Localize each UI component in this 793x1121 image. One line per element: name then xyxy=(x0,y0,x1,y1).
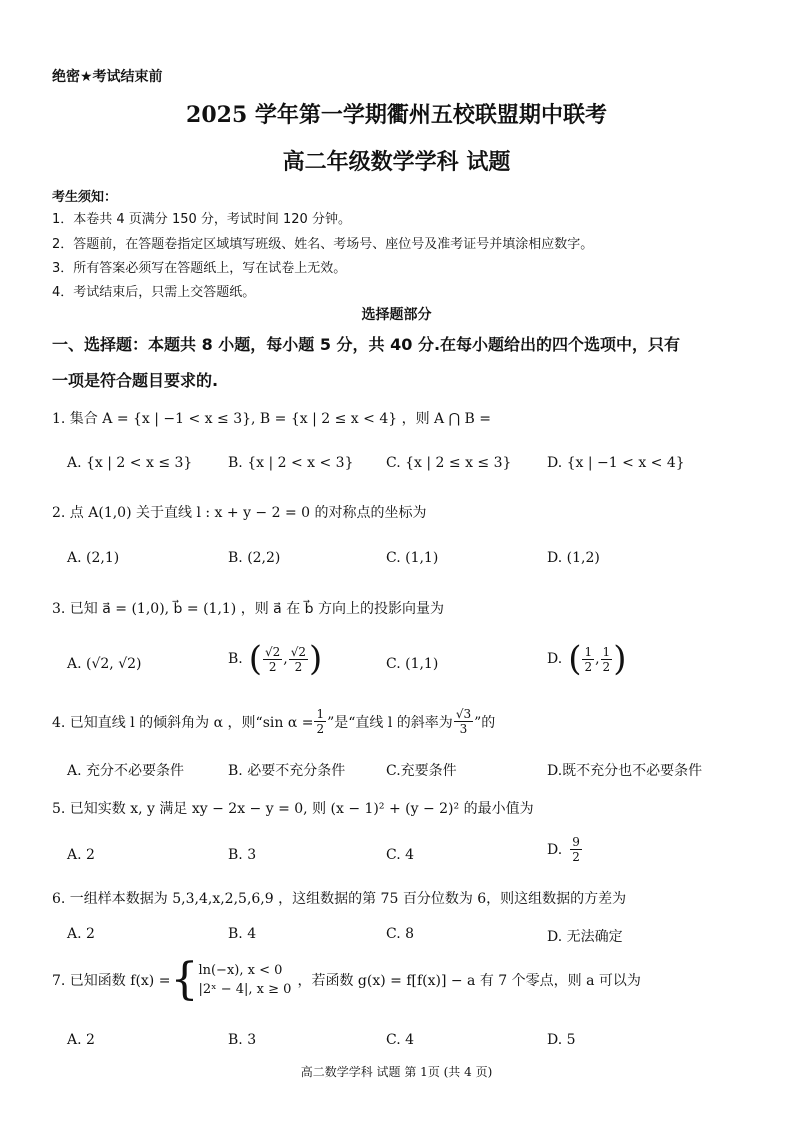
q7-option-b: B. 3 xyxy=(228,1032,257,1048)
paren-open: ( xyxy=(568,639,582,679)
notice-item: 1．本卷共 4 页满分 150 分，考试时间 120 分钟。 xyxy=(52,212,351,227)
paren-close: ) xyxy=(309,639,323,679)
q5-option-d xyxy=(547,836,583,863)
notice-item: 2．答题前，在答题卷指定区域填写班级、姓名、考场号、座位号及准考证号并填涂相应数字。 xyxy=(52,237,594,252)
q4-stem-mid: ”是“直线 l 的斜率为 xyxy=(327,714,453,731)
brace: { xyxy=(170,954,199,1005)
denominator: 2 xyxy=(572,850,580,864)
q2-option-a: A. (2,1) xyxy=(67,550,120,566)
fraction xyxy=(601,646,613,673)
question-6-stem: 6. 一组样本数据为 5,3,4,x,2,5,6,9 ，这组数据的第 75 百分位数为 6，则这组数据的方差为 xyxy=(52,891,627,907)
numerator: 1 xyxy=(316,707,325,721)
question-2-stem: 2. 点 A(1,0) 关于直线 l : x + y − 2 = 0 的对称点的坐标为 xyxy=(52,505,427,521)
denominator: 3 xyxy=(459,722,468,736)
option-label: B. xyxy=(228,651,243,667)
q4-stem-post: ”的 xyxy=(474,714,496,731)
q5-option-a: A. 2 xyxy=(67,847,95,863)
q3-option-c: C. (1,1) xyxy=(386,656,439,672)
question-3-stem: 3. 已知 a⃗ = (1,0), b⃗ = (1,1) ，则 a⃗ 在 b⃗ 方向上的投影向量为 xyxy=(52,601,444,617)
q3-option-a: A. (√2, √2) xyxy=(67,656,142,672)
q2-option-c: C. (1,1) xyxy=(386,550,439,566)
question-1-stem: 1. 集合 A = {x | −1 < x ≤ 3}, B = {x | 2 ≤ x < 4} ，则 A ⋂ B = xyxy=(52,411,492,427)
q5-option-b: B. 3 xyxy=(228,847,257,863)
q2-option-d: D. (1,2) xyxy=(547,550,600,566)
notice-item: 3．所有答案必须写在答题纸上，写在试卷上无效。 xyxy=(52,261,347,276)
q4-option-a: A. 充分不必要条件 xyxy=(67,763,185,779)
option-label: D. xyxy=(547,651,563,667)
q6-option-d: D. 无法确定 xyxy=(547,929,623,945)
comma: , xyxy=(595,651,600,667)
q6-option-a: A. 2 xyxy=(67,926,95,942)
q3-option-d xyxy=(547,639,627,679)
q5-option-c: C. 4 xyxy=(386,847,415,863)
denominator: 2 xyxy=(316,722,325,736)
fraction xyxy=(582,646,594,673)
page-footer: 高二数学学科 试题 第 1页 (共 4 页) xyxy=(300,1065,493,1079)
confidential-label: 绝密★考试结束前 xyxy=(52,69,163,85)
cases xyxy=(198,961,291,1000)
denominator: 2 xyxy=(584,659,593,674)
q7-option-a: A. 2 xyxy=(67,1032,95,1048)
fraction xyxy=(454,708,473,735)
comma: , xyxy=(283,651,288,667)
numerator: √2 xyxy=(290,644,307,659)
question-5-stem: 5. 已知实数 x, y 满足 xy − 2x − y = 0, 则 (x − 1)² + (y − 2)² 的最小值为 xyxy=(52,801,534,817)
numerator: √3 xyxy=(455,707,472,721)
option-label: D. xyxy=(547,841,563,858)
case-2: |2ˣ − 4|, x ≥ 0 xyxy=(198,982,292,997)
q1-option-d: D. {x | −1 < x < 4} xyxy=(547,455,685,471)
exam-title: 2025 学年第一学期衢州五校联盟期中联考 xyxy=(186,102,607,128)
fraction xyxy=(570,836,582,863)
paren-close: ) xyxy=(613,639,627,679)
denominator: 2 xyxy=(294,659,303,674)
q6-option-c: C. 8 xyxy=(386,926,415,942)
part-title: 选择题部分 xyxy=(361,307,432,323)
denominator: 2 xyxy=(602,659,611,674)
q7-option-d: D. 5 xyxy=(547,1032,576,1048)
q3-option-b xyxy=(228,639,323,679)
fraction xyxy=(289,646,308,673)
q7-option-c: C. 4 xyxy=(386,1032,415,1048)
q6-option-b: B. 4 xyxy=(228,926,257,942)
question-7-stem xyxy=(52,954,641,1005)
q7-stem-post: ，若函数 g(x) = f[f(x)] − a 有 7 个零点，则 a 可以为 xyxy=(297,973,641,989)
numerator: 1 xyxy=(602,644,611,659)
numerator: √2 xyxy=(265,644,281,659)
q4-option-c: C.充要条件 xyxy=(386,763,457,779)
piecewise xyxy=(170,954,292,1005)
notice-item: 4．考试结束后，只需上交答题纸。 xyxy=(52,285,256,300)
paren-open: ( xyxy=(248,639,263,679)
q2-option-b: B. (2,2) xyxy=(228,550,281,566)
exam-subtitle: 高二年级数学学科 试题 xyxy=(282,149,511,175)
case-1: ln(−x), x < 0 xyxy=(198,962,283,978)
q1-option-a: A. {x | 2 < x ≤ 3} xyxy=(67,455,193,471)
numerator: 1 xyxy=(584,644,593,659)
q4-stem-pre: 4. 已知直线 l 的倾斜角为 α ，则“sin α = xyxy=(52,714,314,731)
q4-option-b: B. 必要不充分条件 xyxy=(228,763,346,779)
fraction xyxy=(263,646,282,673)
section-instructions: 一、选择题：本题共 8 小题，每小题 5 分，共 40 分.在每小题给出的四个选项中，只有 xyxy=(52,335,681,354)
q7-stem-pre: 7. 已知函数 f(x) = xyxy=(52,973,171,989)
q1-option-c: C. {x | 2 ≤ x ≤ 3} xyxy=(386,455,512,471)
q4-option-d: D.既不充分也不必要条件 xyxy=(547,763,703,779)
fraction xyxy=(314,708,326,735)
question-4-stem xyxy=(52,708,495,735)
denominator: 2 xyxy=(268,659,277,674)
q1-option-b: B. {x | 2 < x < 3} xyxy=(228,455,354,471)
notice-heading: 考生须知： xyxy=(52,190,118,205)
numerator: 9 xyxy=(572,835,580,849)
section-instructions-cont: 一项是符合题目要求的. xyxy=(52,371,219,390)
